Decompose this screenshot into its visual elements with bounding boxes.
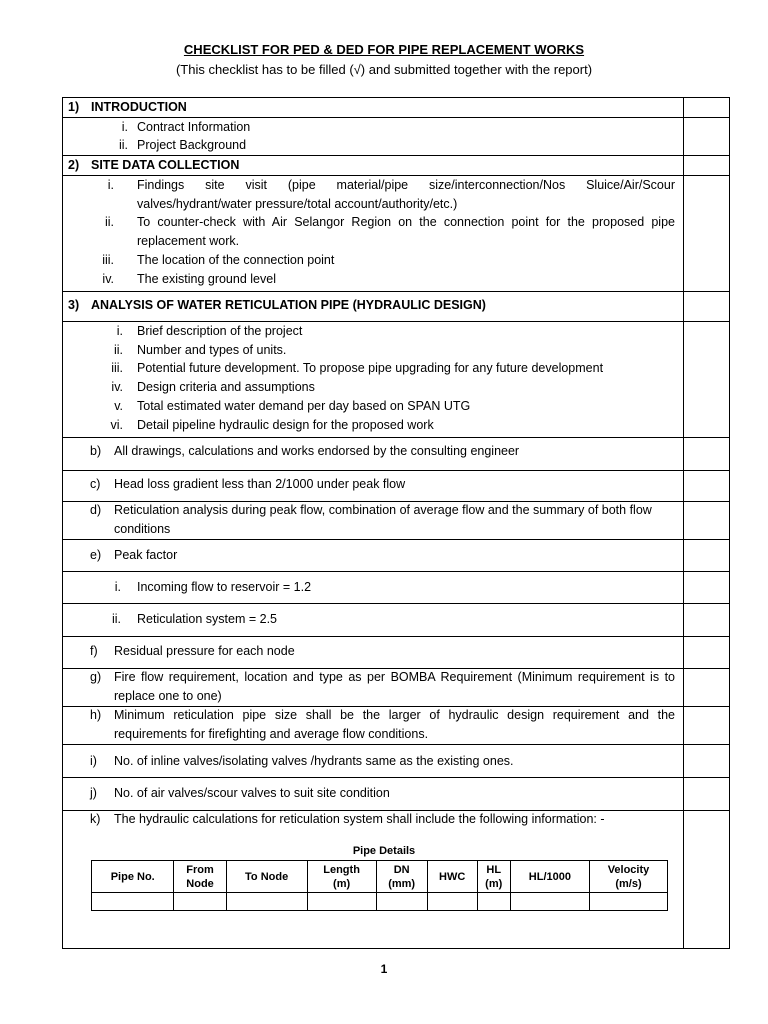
list-item: The location of the connection point	[137, 253, 335, 267]
item-number: ii.	[111, 612, 121, 626]
checklist-item-e: Peak factor	[114, 548, 178, 562]
page-number: 1	[380, 962, 388, 976]
item-number: ii.	[113, 343, 123, 357]
pipe-table-empty-row	[92, 893, 668, 911]
document-title: CHECKLIST FOR PED & DED FOR PIPE REPLACEMENT WORKS	[183, 42, 585, 57]
item-number: i.	[107, 178, 114, 192]
section-3-title: ANALYSIS OF WATER RETICULATION PIPE (HYDRAULIC DESIGN)	[91, 298, 486, 312]
pipe-details-table	[91, 860, 668, 911]
column-header: To Node	[226, 861, 307, 893]
checklist-item-d: Reticulation analysis during peak flow, combination of average flow and the summary of both flow conditions	[114, 503, 652, 536]
table-cell[interactable]	[92, 893, 174, 911]
column-header: HL (m)	[477, 861, 510, 893]
row-letter: f)	[90, 644, 98, 658]
list-item: Design criteria and assumptions	[137, 380, 315, 394]
list-item: Contract Information	[137, 120, 251, 134]
row-letter: b)	[90, 444, 102, 458]
section-2-title: SITE DATA COLLECTION	[91, 158, 240, 172]
column-header: Pipe No.	[92, 861, 174, 893]
table-cell[interactable]	[226, 893, 307, 911]
row-letter: g)	[90, 670, 102, 684]
checklist-item-g: Fire flow requirement, location and type as per BOMBA Requirement (Minimum requirement is to replace one to one)	[114, 670, 675, 703]
item-number: ii.	[118, 138, 128, 152]
item-number: v.	[114, 399, 123, 413]
table-cell[interactable]	[427, 893, 477, 911]
list-item: Brief description of the project	[137, 324, 303, 338]
list-item: Total estimated water demand per day based on SPAN UTG	[137, 399, 471, 413]
document-subtitle: (This checklist has to be filled (√) and submitted together with the report)	[175, 62, 593, 77]
row-letter: e)	[90, 548, 102, 562]
list-item: Potential future development. To propose pipe upgrading for any future development	[137, 361, 604, 375]
item-number: iii.	[102, 253, 114, 267]
column-header: Length (m)	[307, 861, 376, 893]
checklist-item-b: All drawings, calculations and works endorsed by the consulting engineer	[114, 444, 520, 458]
list-item: The existing ground level	[137, 272, 276, 286]
section-3-number: 3)	[68, 298, 80, 312]
section-1-number: 1)	[68, 100, 80, 114]
checklist-item-e-ii: Reticulation system = 2.5	[137, 612, 277, 626]
item-number: i.	[121, 120, 128, 134]
item-number: iii.	[111, 361, 123, 375]
checklist-item-f: Residual pressure for each node	[114, 644, 295, 658]
table-cell[interactable]	[477, 893, 510, 911]
list-item: Number and types of units.	[137, 343, 287, 357]
list-item: To counter-check with Air Selangor Region on the connection point for the proposed pipe replacement work.	[137, 215, 675, 248]
item-number: iv.	[102, 272, 114, 286]
row-letter: j)	[90, 786, 97, 800]
pipe-details-caption: Pipe Details	[352, 845, 416, 857]
checklist-item-j: No. of air valves/scour valves to suit site condition	[114, 786, 390, 800]
table-cell[interactable]	[376, 893, 427, 911]
list-item: Findings site visit (pipe material/pipe size/interconnection/Nos Sluice/Air/Scour valves/hydrant/water pressure/total account/authority/etc.)	[137, 178, 675, 211]
checklist-item-i: No. of inline valves/isolating valves /hydrants same as the existing ones.	[114, 754, 514, 768]
item-number: iv.	[111, 380, 123, 394]
table-cell[interactable]	[174, 893, 226, 911]
item-number: ii.	[104, 215, 114, 229]
checklist-item-e-i: Incoming flow to reservoir = 1.2	[137, 580, 312, 594]
section-2-number: 2)	[68, 158, 80, 172]
pipe-table-header-row	[92, 861, 668, 893]
item-number: i.	[114, 580, 121, 594]
row-letter: i)	[90, 754, 97, 768]
section-1-title: INTRODUCTION	[91, 100, 187, 114]
row-letter: h)	[90, 708, 102, 722]
checklist-item-k: The hydraulic calculations for reticulation system shall include the following information: -	[114, 812, 605, 826]
row-letter: c)	[90, 477, 101, 491]
column-header: From Node	[174, 861, 226, 893]
item-number: i.	[116, 324, 123, 338]
table-cell[interactable]	[510, 893, 589, 911]
checklist-item-h: Minimum reticulation pipe size shall be the larger of hydraulic design requirement and the requirements for firefighting and average flow conditions.	[114, 708, 675, 741]
table-cell[interactable]	[589, 893, 667, 911]
item-number: vi.	[110, 418, 123, 432]
row-letter: k)	[90, 812, 101, 826]
column-header: HL/1000	[510, 861, 589, 893]
checklist-item-c: Head loss gradient less than 2/1000 under peak flow	[114, 477, 406, 491]
list-item: Project Background	[137, 138, 247, 152]
row-letter: d)	[90, 503, 102, 517]
column-header: Velocity (m/s)	[589, 861, 667, 893]
column-header: HWC	[427, 861, 477, 893]
table-cell[interactable]	[307, 893, 376, 911]
column-header: DN (mm)	[376, 861, 427, 893]
list-item: Detail pipeline hydraulic design for the proposed work	[137, 418, 434, 432]
checkbox-column-divider	[683, 98, 684, 948]
